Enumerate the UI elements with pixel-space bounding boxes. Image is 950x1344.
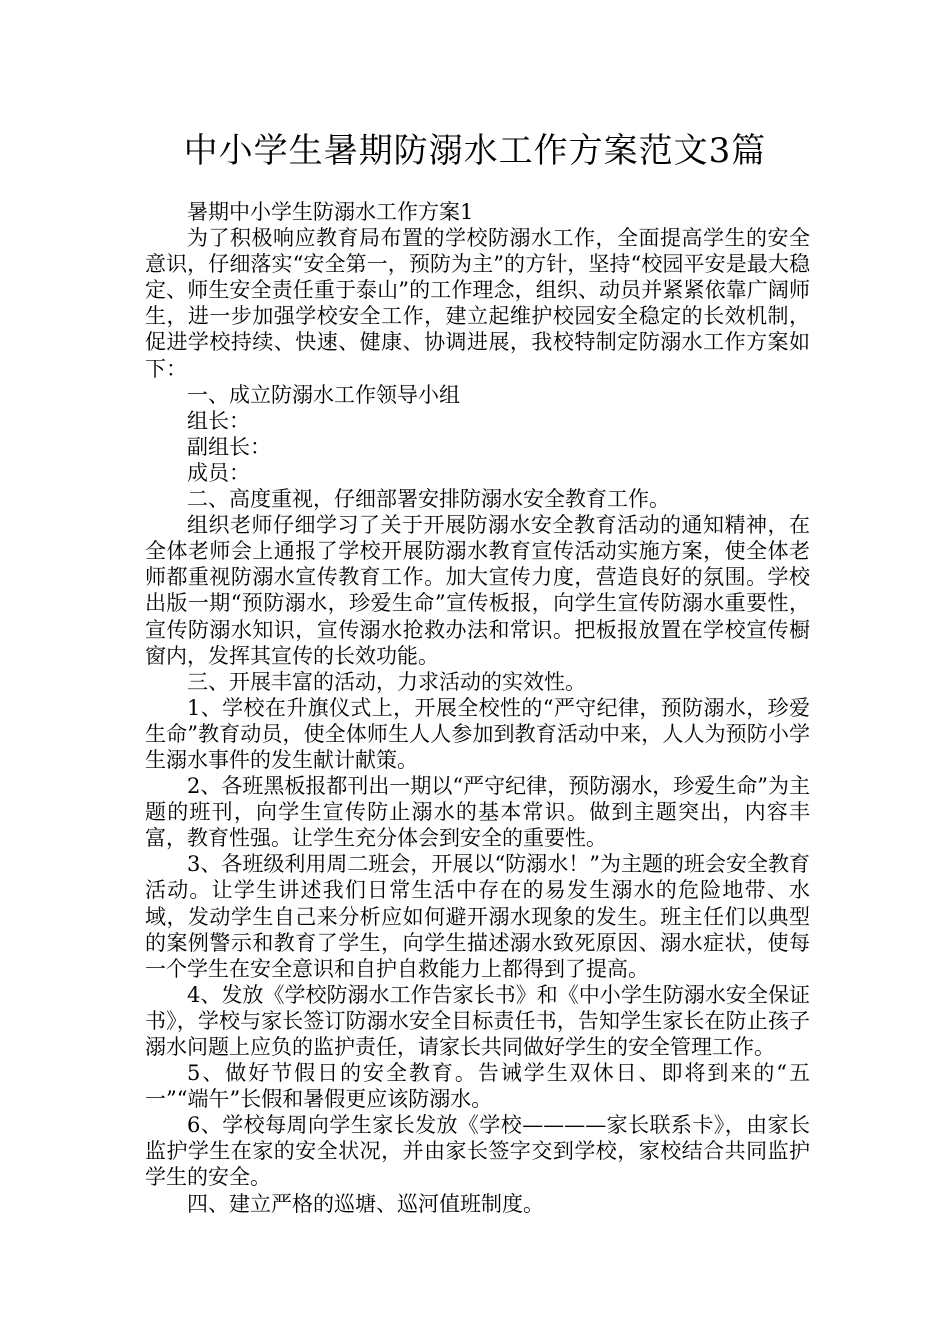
document-title: 中小学生暑期防溺水工作方案范文3篇 [183, 131, 767, 171]
body-line: 副组长： [187, 434, 271, 459]
list-item: 4、发放《学校防溺水工作告家长书》和《中小学生防溺水安全保证书》，学校与家长签订防溺水安全目标责任书，告知学生家长在防止孩子溺水问题上应负的监护责任，请家长共同做好学生的安全管理工作。 [145, 982, 810, 1059]
list-item: 5、做好节假日的安全教育。告诫学生双休日、即将到来的“五一”“端午”长假和暑假更应该防溺水。 [145, 1061, 810, 1112]
section-heading: 四、建立严格的巡塘、巡河值班制度。 [187, 1191, 544, 1216]
list-item: 6、学校每周向学生家长发放《学校————家长联系卡》，由家长监护学生在家的安全状况，并由家长签字交到学校，家校结合共同监护学生的安全。 [145, 1113, 810, 1190]
body-line: 成员： [187, 460, 250, 485]
document-body [145, 199, 810, 1217]
section-heading: 暑期中小学生防溺水工作方案1 [187, 200, 474, 224]
list-item: 2、各班黑板报都刊出一期以“严守纪律，预防溺水，珍爱生命”为主题的班刊，向学生宣传防止溺水的基本常识。做到主题突出，内容丰富，教育性强。让学生充分体会到安全的重要性。 [145, 774, 810, 851]
section-heading: 一、成立防溺水工作领导小组 [187, 382, 460, 407]
section-heading: 二、高度重视，仔细部署安排防溺水安全教育工作。 [187, 487, 670, 512]
body-paragraph: 组织老师仔细学习了关于开展防溺水安全教育活动的通知精神，在全体老师会上通报了学校开展防溺水教育宣传活动实施方案，使全体老师都重视防溺水宣传教育工作。加大宣传力度，营造良好的氛围。学校出版一期“预防溺水，珍爱生命”宣传板报，向学生宣传防溺水重要性，宣传防溺水知识，宣传溺水抢救办法和常识。把板报放置在学校宣传橱窗内，发挥其宣传的长效功能。 [145, 513, 810, 668]
list-item: 1、学校在升旗仪式上，开展全校性的“严守纪律，预防溺水，珍爱生命”教育动员，使全体师生人人参加到教育活动中来，人人为预防小学生溺水事件的发生献计献策。 [145, 695, 810, 772]
section-heading: 三、开展丰富的活动，力求活动的实效性。 [187, 669, 586, 694]
body-line: 组长： [187, 408, 250, 433]
body-paragraph: 为了积极响应教育局布置的学校防溺水工作，全面提高学生的安全意识，仔细落实“安全第一，预防为主”的方针，坚持“校园平安是最大稳定、师生安全责任重于泰山”的工作理念，组织、动员并紧紧依靠广阔师生，进一步加强学校安全工作，建立起维护校园安全稳定的长效机制，促进学校持续、快速、健康、协调进展，我校特制定防溺水工作方案如下： [145, 226, 810, 381]
list-item: 3、各班级利用周二班会，开展以“防溺水！”为主题的班会安全教育活动。让学生讲述我们日常生活中存在的易发生溺水的危险地带、水域，发动学生自己来分析应如何避开溺水现象的发生。班主任们以典型的案例警示和教育了学生，向学生描述溺水致死原因、溺水症状，使每一个学生在安全意识和自护自救能力上都得到了提高。 [145, 852, 810, 981]
